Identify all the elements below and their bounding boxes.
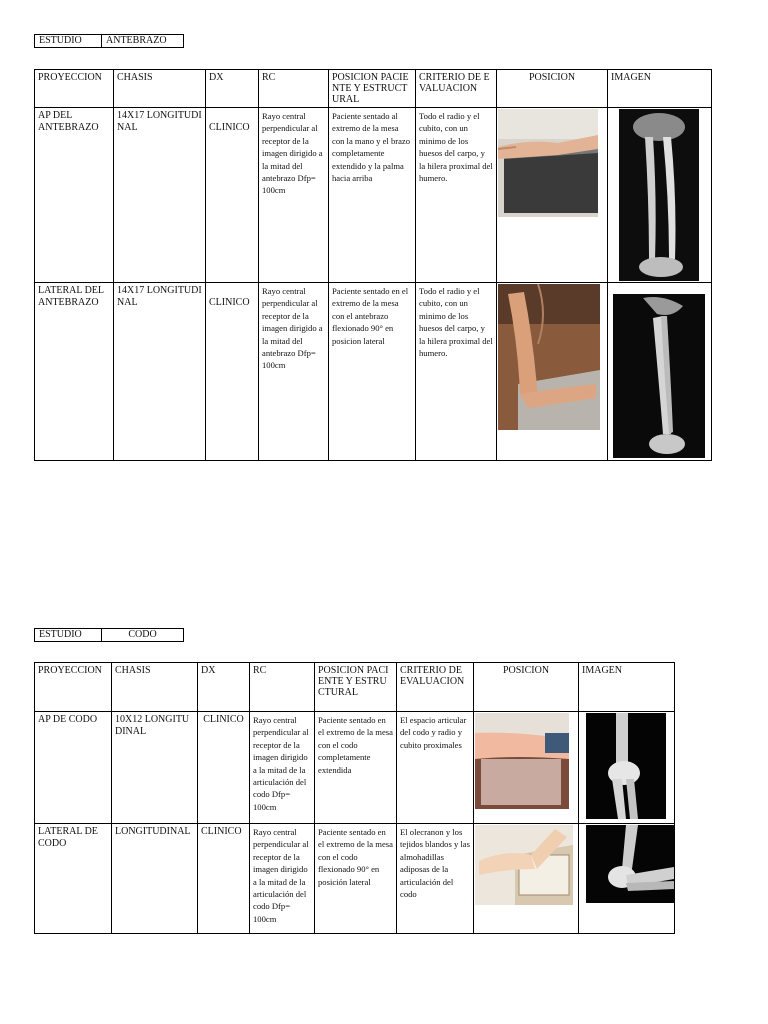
cell-chasis: 10X12 LONGITUDINAL (112, 712, 198, 824)
header-posicion-paciente: POSICION PACIENTE Y ESTRUCTURAL (315, 663, 397, 712)
cell-dx: CLINICO (206, 108, 259, 283)
cell-rc: Rayo central perpendicular al receptor de la imagen dirigido a la mitad del antebrazo Dfp= 100cm (259, 283, 329, 461)
header-dx: DX (198, 663, 250, 712)
table-row (35, 283, 712, 461)
cell-dx: CLINICO (198, 824, 250, 934)
xray-image (619, 109, 699, 281)
position-photo-cell (497, 283, 608, 461)
study-label: ESTUDIO (35, 35, 102, 48)
header-chasis: CHASIS (112, 663, 198, 712)
header-criterio: CRITERIO DE EVALUACION (397, 663, 474, 712)
xray-image (613, 294, 705, 458)
position-photo-cell (497, 108, 608, 283)
table-row (35, 824, 675, 934)
position-photo-cell (474, 712, 579, 824)
xray-image-cell (579, 824, 675, 934)
position-photo (475, 713, 569, 809)
codo-table (34, 662, 675, 934)
study-label: ESTUDIO (35, 629, 102, 642)
cell-posicion-paciente: Paciente sentado en el extremo de la mesa con el codo flexionado 90° en posición lateral (315, 824, 397, 934)
header-chasis: CHASIS (114, 70, 206, 108)
cell-criterio: Todo el radio y el cubito, con un minimo de los huesos del carpo, y la hilera proximal del humero. (416, 283, 497, 461)
study-label-antebrazo (34, 34, 184, 48)
header-proyeccion: PROYECCION (35, 663, 112, 712)
cell-chasis: 14X17 LONGITUDINAL (114, 108, 206, 283)
table-row (35, 712, 675, 824)
cell-proyeccion: AP DEL ANTEBRAZO (35, 108, 114, 283)
xray-image-cell (608, 283, 712, 461)
cell-rc: Rayo central perpendicular al receptor de la imagen dirigido a la mitad del antebrazo Dfp= 100cm (259, 108, 329, 283)
cell-dx: CLINICO (198, 712, 250, 824)
cell-posicion-paciente: Paciente sentado al extremo de la mesa con la mano y el brazo completamente extendido y la palma hacia arriba (329, 108, 416, 283)
cell-proyeccion: LATERAL DEL ANTEBRAZO (35, 283, 114, 461)
cell-criterio: Todo el radio y el cubito, con un minimo de los huesos del carpo, y la hilera proximal del humero. (416, 108, 497, 283)
cell-rc: Rayo central perpendicular al receptor de la imagen dirigido a la mitad de la articulación del codo Dfp= 100cm (250, 712, 315, 824)
cell-posicion-paciente: Paciente sentado en el extremo de la mesa con el codo completamente extendida (315, 712, 397, 824)
cell-proyeccion: AP DE CODO (35, 712, 112, 824)
header-posicion: POSICION (474, 663, 579, 712)
cell-posicion-paciente: Paciente sentado en el extremo de la mesa con el antebrazo flexionado 90° en posicion lateral (329, 283, 416, 461)
position-photo (498, 284, 600, 430)
xray-image-cell (579, 712, 675, 824)
antebrazo-table (34, 69, 712, 461)
position-photo (475, 825, 573, 905)
header-posicion-paciente: POSICION PACIENTE Y ESTRUCTURAL (329, 70, 416, 108)
position-photo (498, 109, 598, 217)
header-imagen: IMAGEN (608, 70, 712, 108)
cell-chasis: 14X17 LONGITUDINAL (114, 283, 206, 461)
cell-proyeccion: LATERAL DE CODO (35, 824, 112, 934)
header-dx: DX (206, 70, 259, 108)
header-criterio: CRITERIO DE EVALUACION (416, 70, 497, 108)
cell-dx: CLINICO (206, 283, 259, 461)
header-posicion: POSICION (497, 70, 608, 108)
xray-image (586, 713, 666, 819)
cell-criterio: El espacio articular del codo y radio y cubito proximales (397, 712, 474, 824)
header-rc: RC (250, 663, 315, 712)
study-value: CODO (102, 629, 184, 642)
cell-criterio: El olecranon y los tejidos blandos y las almohadillas adiposas de la articulación del codo (397, 824, 474, 934)
position-photo-cell (474, 824, 579, 934)
header-imagen: IMAGEN (579, 663, 675, 712)
xray-image-cell (608, 108, 712, 283)
header-proyeccion: PROYECCION (35, 70, 114, 108)
header-rc: RC (259, 70, 329, 108)
cell-chasis: LONGITUDINAL (112, 824, 198, 934)
xray-image (586, 825, 674, 903)
cell-rc: Rayo central perpendicular al receptor de la imagen dirigido a la mitad de la articulación del codo Dfp= 100cm (250, 824, 315, 934)
study-value: ANTEBRAZO (102, 35, 184, 48)
study-label-codo (34, 628, 184, 642)
table-row (35, 108, 712, 283)
